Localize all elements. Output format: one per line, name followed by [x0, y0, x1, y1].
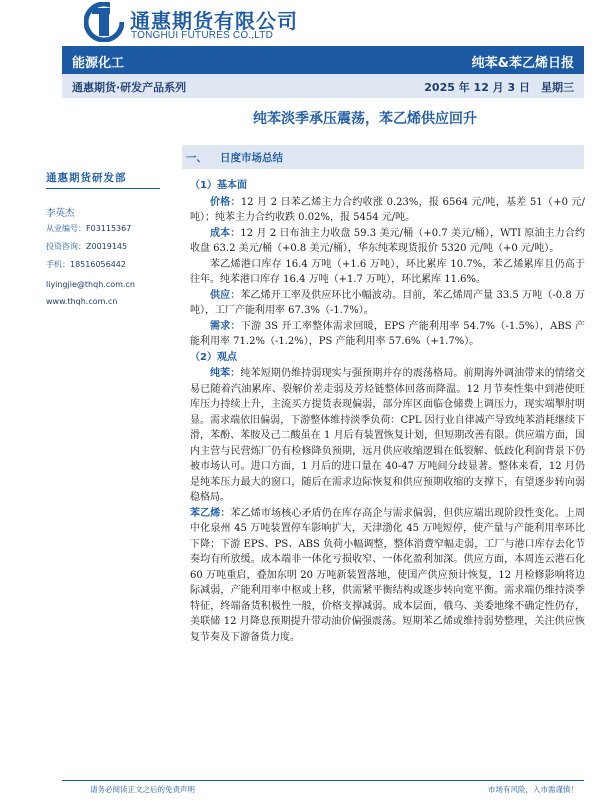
label-supply: 供应： — [210, 289, 241, 301]
paragraph-price — [190, 195, 585, 226]
info-value: F03115367 — [86, 224, 132, 233]
paragraph-supply — [190, 288, 585, 319]
company-name-cn: 通惠期货有限公司 — [130, 9, 298, 33]
report-header-band — [62, 46, 584, 74]
label-demand: 需求： — [210, 320, 241, 332]
info-value[interactable]: www.thqh.com.cn — [46, 297, 118, 306]
report-name: 纯苯&苯乙烯日报 — [471, 56, 574, 71]
info-key: 手机： — [46, 260, 70, 269]
section-number: 一、 — [186, 152, 207, 164]
report-body — [190, 178, 585, 645]
label-styrene: 苯乙烯： — [190, 507, 231, 519]
analyst-name: 李英杰 — [46, 208, 75, 219]
text-demand: 下游 3S 开工率整体需求回暖，EPS 产能利用率 54.7%（-1.5%），ABS 产能利用率 71.2%（-1.2%），PS 产能利用率 57.6%（+1.7%）。 — [190, 320, 585, 347]
text-price: 12 月 2 日苯乙烯主力合约收涨 0.23%，报 6564 元/吨，基差 51（+0 元/吨）；纯苯主力合约收跌 0.02%，报 5454 元/吨。 — [190, 196, 586, 223]
text-cost: 12 月 2 日布油主力收盘 59.3 美元/桶（+0.7 美元/桶），WTI 原油主力合约收盘 63.2 美元/桶（+0.8 美元/桶），华东纯苯现货报价 5320 元/吨（+0 元/吨）。 — [190, 227, 586, 254]
text-inventory: 苯乙烯港口库存 16.4 万吨（+1.6 万吨），环比累库 10.7%，苯乙烯累库且仍高于往年。纯苯港口库存 16.4 万吨（+1.7 万吨），环比累库 11.6%。 — [190, 258, 585, 285]
footer-divider — [62, 780, 584, 781]
department-name: 通惠期货研发部 — [46, 172, 127, 184]
heading-fundamentals: （1）基本面 — [190, 180, 247, 191]
analyst-license-number — [46, 223, 131, 234]
paragraph-benzene-view — [190, 366, 585, 506]
paragraph-cost — [190, 226, 585, 257]
text-supply: 苯乙烯开工率及供应环比小幅波动。目前，苯乙烯周产量 33.5 万吨（-0.8 万吨），工厂产能利用率 67.3%（-1.7%）。 — [190, 289, 586, 316]
text-benzene: 纯苯短期仍维持弱现实与强预期并存的震荡格局。前期海外调油带来的情绪交易已随着汽油累库、裂解价差走弱及芳烃链整体回落而降温。12 月节奏性集中到港使旺库压力持续上升，主流买方提货表现偏弱，部分库区面临仓储费上调压力，现实端掣肘明显。需求端依旧偏弱，下游整体维持淡季负荷：CPL 因行业自律减产导致纯苯消耗继续下滑，苯酚、苯胺及己二酸虽在 1 月后有装置恢复计划，但短期改善有限。供应端方面，国内主营与民营炼厂仍有检修降负预期，远月供应收缩逻辑在低裂解、低歧化利润背景下仍被市场认可。进口方面，1 月后的进口量在 40-47 万吨间分歧显著。整体来看，12 月仍是纯苯压力最大的窗口，随后在需求边际恢复和供应预期收缩的支撑下，有望逐步转向弱稳格局。 — [190, 368, 586, 503]
page-title: 纯苯淡季承压震荡，苯乙烯供应回升 — [253, 111, 477, 127]
divider — [46, 188, 160, 189]
info-value: Z0019145 — [86, 242, 128, 251]
report-category: 能源化工 — [72, 56, 125, 71]
info-key: 投资咨询： — [46, 242, 86, 251]
text-styrene: 苯乙烯市场核心矛盾仍在库存高企与需求偏弱，但供应端出现阶段性变化。上周中化泉州 45 万吨装置停车影响扩大，天津渤化 45 万吨短停，使产量与产能利用率环比下降；下游 EPS、PS、ABS 负荷小幅调整，整体消费窄幅走弱，工厂与港口库存去化节奏均有所放缓。成本端非一体化亏损收窄、一体化盈利加深。供应方面，本周连云港石化 60 万吨重启，叠加东明 20 万吨新装置落地，使国产供应预计恢复，12 月检修影响将边际减弱，产能利用率中枢或上移，供需紧平衡结构或逐步转向宽平衡。需求端仍维持淡季特征，终端备货积极性一般，价格支撑减弱。成本层面，俄乌、美委地缘不确定性仍存，美联储 12 月降息预期提升带动油价偏强震荡。短期苯乙烯或维持弱势整理，关注供应恢复节奏及下游备货力度。 — [190, 507, 586, 643]
label-benzene: 纯苯： — [210, 368, 241, 379]
report-series: 通惠期货·研发产品系列 — [72, 81, 187, 94]
disclaimer-note: 请务必阅读正文之后的免责声明 — [90, 785, 195, 794]
analyst-phone — [46, 259, 126, 270]
info-value[interactable]: liyingjie@thqh.com.cn — [46, 280, 135, 289]
report-subheader-band — [62, 74, 584, 98]
label-cost: 成本： — [210, 227, 241, 239]
paragraph-inventory — [190, 257, 585, 288]
report-date: 2025 年 12 月 3 日 星期三 — [424, 81, 574, 94]
analyst-consult-number — [46, 241, 127, 252]
company-website-link[interactable] — [46, 297, 117, 306]
label-price: 价格： — [210, 196, 241, 208]
logo-mark-icon — [84, 2, 124, 42]
paragraph-demand — [190, 319, 585, 350]
section-header — [182, 145, 584, 169]
analyst-email-link[interactable] — [46, 280, 135, 289]
paragraph-styrene-view — [190, 506, 585, 646]
info-key: 从业编号： — [46, 224, 86, 233]
section-title: 日度市场总结 — [220, 152, 283, 164]
heading-views: （2）观点 — [190, 351, 237, 363]
company-name-en: TONGHUI FUTURES CO.,LTD — [131, 30, 274, 41]
risk-warning: 市场有风险，入市需谨慎！ — [488, 785, 578, 794]
info-value: 18516056442 — [70, 260, 126, 269]
